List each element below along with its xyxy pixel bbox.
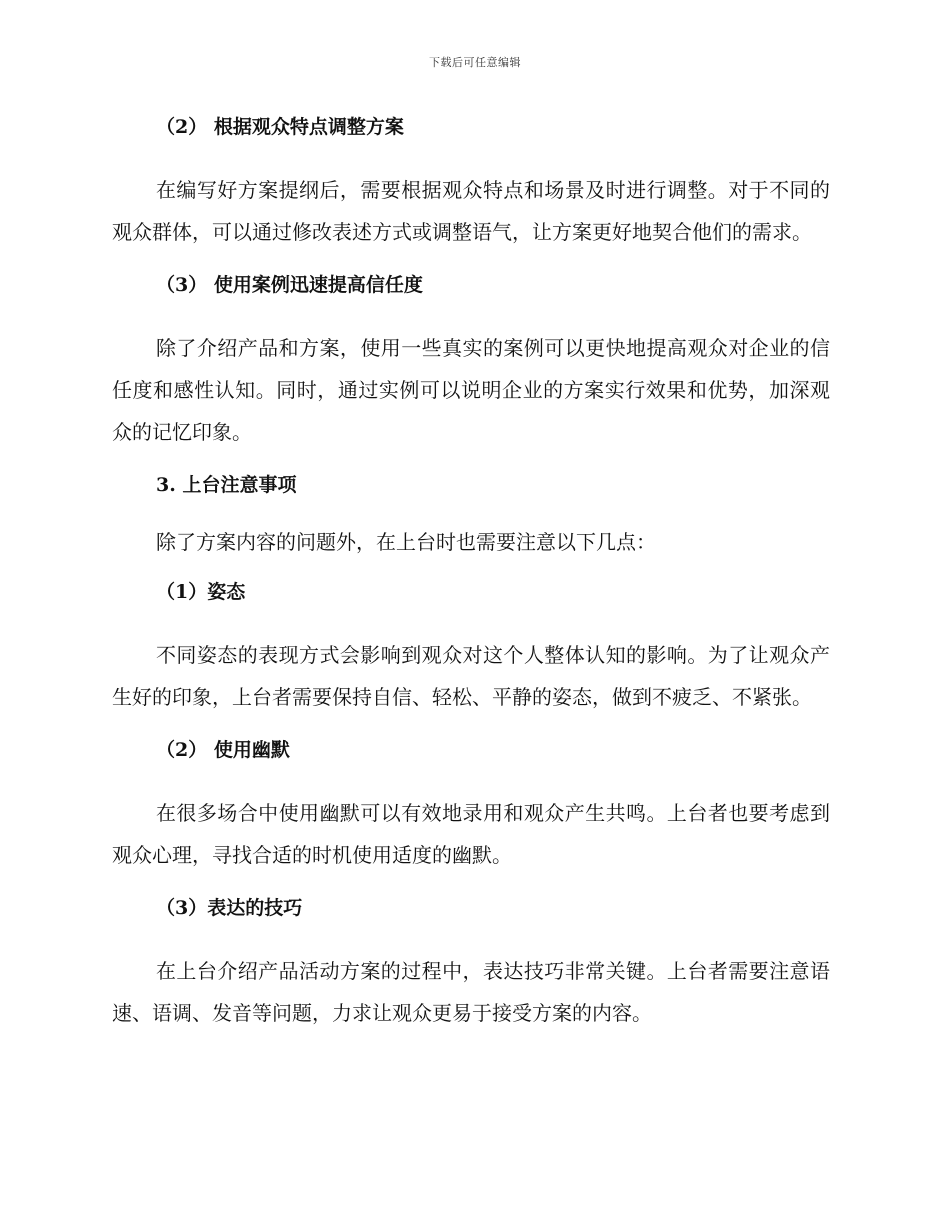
subheading-use-cases: （3） 使用案例迅速提高信任度 [156, 274, 423, 296]
section-heading-stage-notes: 3. 上台注意事项 [156, 474, 297, 496]
paragraph-humor: 在很多场合中使用幽默可以有效地录用和观众产生共鸣。上台者也要考虑到观众心理，寻找合适的时机使用适度的幽默。 [112, 801, 830, 867]
page-header: 下载后可任意编辑 [429, 56, 521, 69]
subheading-humor: （2） 使用幽默 [156, 739, 290, 761]
paragraph-use-cases: 除了介绍产品和方案，使用一些真实的案例可以更快地提高观众对企业的信任度和感性认知。同时，通过实例可以说明企业的方案实行效果和优势，加深观众的记忆印象。 [112, 336, 830, 444]
paragraph-posture: 不同姿态的表现方式会影响到观众对这个人整体认知的影响。为了让观众产生好的印象，上台者需要保持自信、轻松、平静的姿态，做到不疲乏、不紧张。 [112, 643, 830, 709]
paragraph-stage-intro: 除了方案内容的问题外，在上台时也需要注意以下几点： [156, 530, 656, 554]
paragraph-expression-skills: 在上台介绍产品活动方案的过程中，表达技巧非常关键。上台者需要注意语速、语调、发音等问题，力求让观众更易于接受方案的内容。 [112, 959, 830, 1025]
subheading-adjust-plan: （2） 根据观众特点调整方案 [156, 116, 404, 138]
paragraph-adjust-plan: 在编写好方案提纲后，需要根据观众特点和场景及时进行调整。对于不同的观众群体，可以通过修改表述方式或调整语气，让方案更好地契合他们的需求。 [112, 178, 830, 244]
subheading-posture: （1）姿态 [156, 581, 246, 603]
document-body [112, 112, 830, 1051]
subheading-expression-skills: （3）表达的技巧 [156, 897, 303, 919]
